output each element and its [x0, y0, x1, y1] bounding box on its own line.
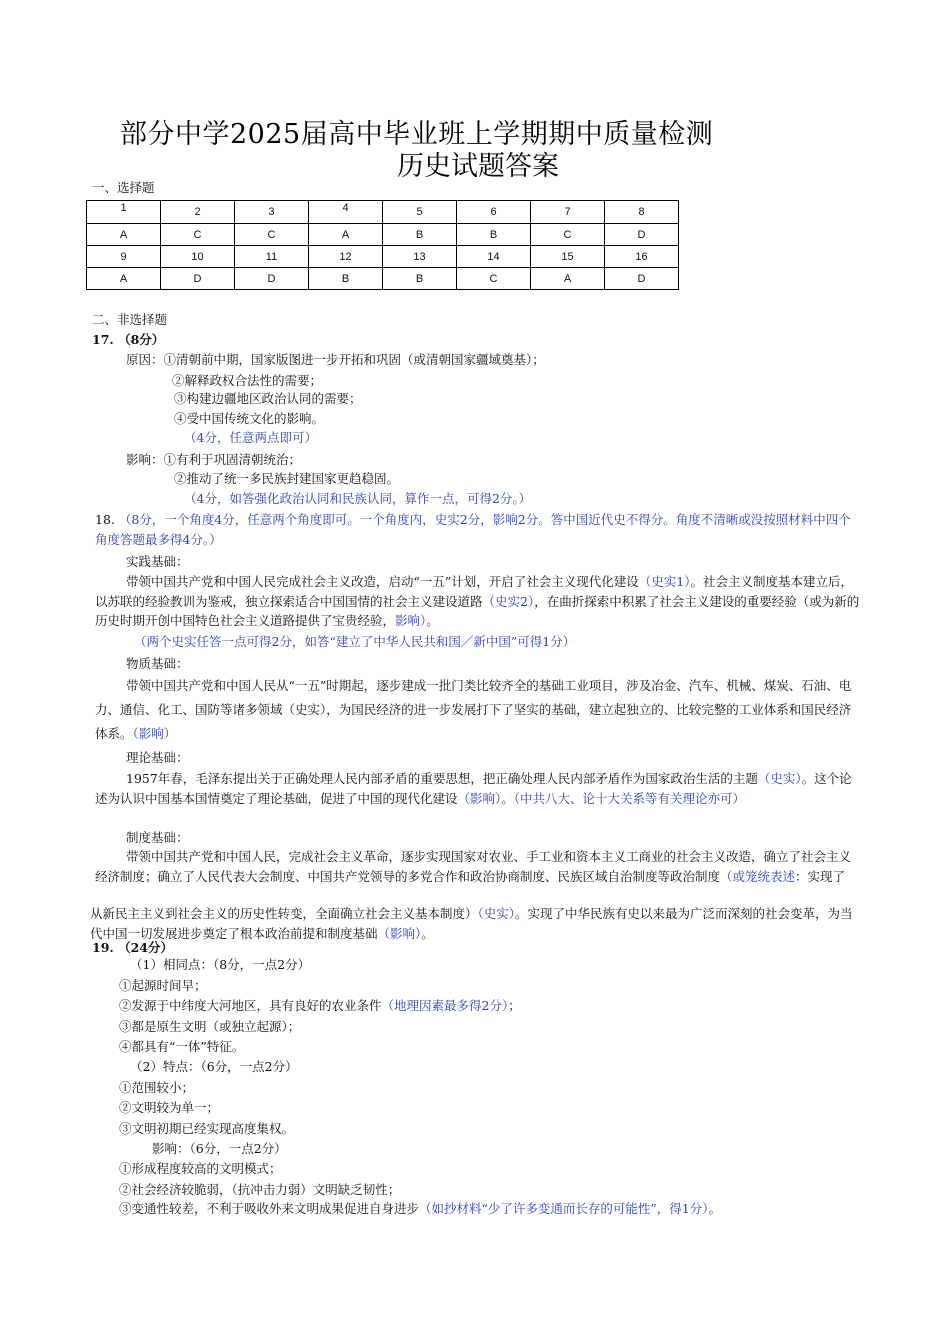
text-segment: 。	[708, 1201, 722, 1216]
q19-part3-item-2: ②社会经济较脆弱，（抗冲击力弱）文明缺乏韧性；	[119, 1182, 401, 1197]
q19-part1-item-2	[119, 996, 521, 1015]
text-segment: 从新民主主义到社会主义的历史性转变，全面确立社会主义基本制度）	[90, 906, 478, 921]
answer-table	[86, 200, 679, 290]
table-cell: D	[605, 224, 679, 246]
q18-practice-paragraph	[95, 572, 860, 631]
table-cell: A	[531, 268, 605, 290]
table-cell: 9	[87, 246, 161, 268]
text-segment: 。这个论述为认识中国基本国情奠定了理论基础，促进了中国的现代化建设	[95, 771, 852, 806]
table-cell: B	[383, 268, 457, 290]
q18-material-heading: 物质基础：	[126, 656, 189, 671]
q19-part3-item-1: ①形成程度较高的文明模式；	[119, 1161, 282, 1176]
text-segment: 带领中国共产党和中国人民完成社会主义改造，启动“一五”计划，开启了社会主义现代化建设	[126, 574, 639, 589]
q17-impact-1: 影响：①有利于巩固清朝统治；	[126, 452, 302, 467]
text-segment: （史实2）	[482, 593, 535, 609]
text-segment: （影响）	[457, 790, 502, 806]
text-segment: ；	[508, 998, 521, 1013]
table-cell: 12	[309, 246, 383, 268]
q17-reason-3: ③构建边疆地区政治认同的需要；	[174, 391, 362, 406]
text-segment: 。实现了中华民族有史以来最为广泛而深刻的社会变革，为当代中国一切发展进步奠定了根本政治前提和制度基础	[90, 906, 853, 941]
text-segment: （影响）	[377, 925, 422, 941]
document-title: 部分中学2025届高中毕业班上学期期中质量检测	[120, 119, 714, 150]
table-row	[87, 224, 679, 246]
text-segment: 带领中国共产党和中国人民从“一五”时期起，逐步建成一批门类比较齐全的基础工业项目，涉及冶金、汽车、机械、煤炭、石油、电力、通信、化工、国防等诸多领域（史实）	[95, 678, 852, 717]
text-segment: ③变通性较差，不利于吸收外来文明成果促进自身进步	[119, 1201, 420, 1216]
q19-part2-item-2: ②文明较为单一；	[119, 1100, 220, 1115]
table-cell: 13	[383, 246, 457, 268]
document-subtitle: 历史试题答案	[397, 151, 559, 182]
table-cell: 3	[235, 201, 309, 224]
text-segment: 。	[421, 925, 434, 941]
q18-system-heading: 制度基础：	[126, 830, 189, 845]
q18-practice-note: （两个史实任答一点可得2分，如答“建立了中华人民共和国／新中国”可得1分）	[134, 634, 576, 649]
text-segment: 影响）	[395, 613, 427, 628]
q19-part3-heading: 影响：（6分，一点2分）	[152, 1141, 287, 1156]
table-cell: 16	[605, 246, 679, 268]
table-cell: D	[161, 268, 235, 290]
text-segment: 。社会主义制度基本建立后，以苏联的经验教训为鉴戒，独立探索适合中国国情的社会主义建设道路	[95, 574, 854, 609]
table-cell: B	[457, 224, 531, 246]
text-segment: ，在曲折探索中积累了社会主义建设的重要经验（或为新的历史时期开创中国特色社会主义道路提供了宝贵经验，	[95, 593, 860, 628]
text-segment: （地理因素最多得2分）	[381, 998, 509, 1013]
table-cell: 15	[531, 246, 605, 268]
q19-part1-item-3: ③都是原生文明（或独立起源）；	[119, 1019, 301, 1034]
q17-scoring-note-2: （4分，如答强化政治认同和民族认同，算作一点，可得2分。）	[184, 491, 532, 506]
q18-material-paragraph	[95, 674, 860, 746]
table-row	[87, 268, 679, 290]
q19-part3-item-3	[119, 1199, 721, 1218]
q18-system-paragraph-1	[95, 847, 860, 886]
q18-scoring-note	[95, 510, 860, 549]
q18-practice-heading: 实践基础：	[126, 554, 189, 569]
text-segment: （影响）	[132, 726, 177, 741]
text-segment: ②发源于中纬度大河地区，具有良好的农业条件	[119, 998, 382, 1013]
table-cell: 4	[309, 201, 383, 224]
q19-part1-heading: （1）相同点：（8分，一点2分）	[130, 957, 311, 972]
table-row	[87, 201, 679, 224]
table-cell: A	[87, 224, 161, 246]
table-cell: 6	[457, 201, 531, 224]
q19-part2-heading: （2）特点：（6分，一点2分）	[130, 1059, 298, 1074]
q19-part1-item-4: ④都具有“一体”特征。	[119, 1039, 245, 1054]
q17-reason-4: ④受中国传统文化的影响。	[174, 411, 325, 426]
section-heading-choice: 一、选择题	[92, 180, 155, 195]
text-segment: 带领中国共产党和中国人民，完成社会主义革命，逐步实现国家对农业、手工业和资本主义工商业的社会主义改造，确立了社会主义经济制度；确立了人民代表大会制度、中国共产党领导的多党合作和政治协商制度、民族区域自治制度等政治制度	[95, 849, 852, 884]
text-segment: （史实）	[757, 771, 802, 786]
q17-heading: 17. （8分）	[92, 332, 165, 347]
q18-number: 18.	[95, 512, 115, 527]
text-segment: 。	[426, 613, 439, 628]
q19-part1-item-1: ①起源时间早；	[119, 978, 207, 993]
table-cell: 11	[235, 246, 309, 268]
text-segment: （史实1）	[638, 574, 691, 589]
q17-scoring-note-1: （4分，任意两点即可）	[184, 430, 317, 445]
table-cell: A	[309, 224, 383, 246]
text-segment: ：实现了	[795, 868, 846, 884]
table-cell: C	[161, 224, 235, 246]
section-heading-nonchoice: 二、非选择题	[92, 312, 168, 327]
table-cell: 10	[161, 246, 235, 268]
q17-reason-1: 原因：①清朝前中期，国家版图进一步开拓和巩固（或清朝国家疆域奠基）；	[126, 352, 545, 367]
table-cell: B	[383, 224, 457, 246]
q19-part2-item-3: ③文明初期已经实现高度集权。	[119, 1121, 295, 1136]
q18-system-paragraph-2	[90, 904, 865, 943]
table-cell: 5	[383, 201, 457, 224]
text-segment: 。	[501, 790, 514, 806]
table-cell: D	[605, 268, 679, 290]
table-cell: 2	[161, 201, 235, 224]
text-segment: （中共八大、论十大关系等有关理论亦可）	[513, 790, 746, 806]
text-segment: ，为国民经济的进一步发展打下了坚实的基础，建立起独立的、比较完整的工业体系和国民经济体系。	[95, 702, 852, 741]
text-segment: 1957年春，毛泽东提出关于正确处理人民内部矛盾的重要思想，把正确处理人民内部矛盾作为国家政治生活的主题	[126, 771, 758, 786]
q18-theory-paragraph	[95, 769, 860, 808]
text-segment: （如抄材料“少了许多变通而长存的可能性”，得1分）	[419, 1201, 709, 1216]
text-segment: （史实）	[477, 906, 516, 921]
table-cell: C	[457, 268, 531, 290]
table-cell: 1	[87, 201, 161, 224]
q18-note-text: （8分，一个角度4分，任意两个角度即可。一个角度内，史实2分，影响2分。答中国近代史不得分。角度不清晰或没按照材料中四个角度答题最多得4分。）	[95, 512, 851, 547]
table-cell: D	[235, 268, 309, 290]
table-cell: B	[309, 268, 383, 290]
q17-reason-2: ②解释政权合法性的需要；	[172, 373, 323, 388]
table-cell: A	[87, 268, 161, 290]
table-row	[87, 246, 679, 268]
q19-part2-item-1: ①范围较小；	[119, 1080, 195, 1095]
q19-heading: 19. （24分）	[92, 940, 173, 955]
q18-theory-heading: 理论基础：	[126, 750, 189, 765]
table-cell: 14	[457, 246, 531, 268]
text-segment: （或笼统表述	[720, 868, 796, 884]
table-cell: 7	[531, 201, 605, 224]
table-cell: C	[235, 224, 309, 246]
q17-impact-2: ②推动了统一多民族封建国家更趋稳固。	[174, 471, 400, 486]
table-cell: C	[531, 224, 605, 246]
table-cell: 8	[605, 201, 679, 224]
